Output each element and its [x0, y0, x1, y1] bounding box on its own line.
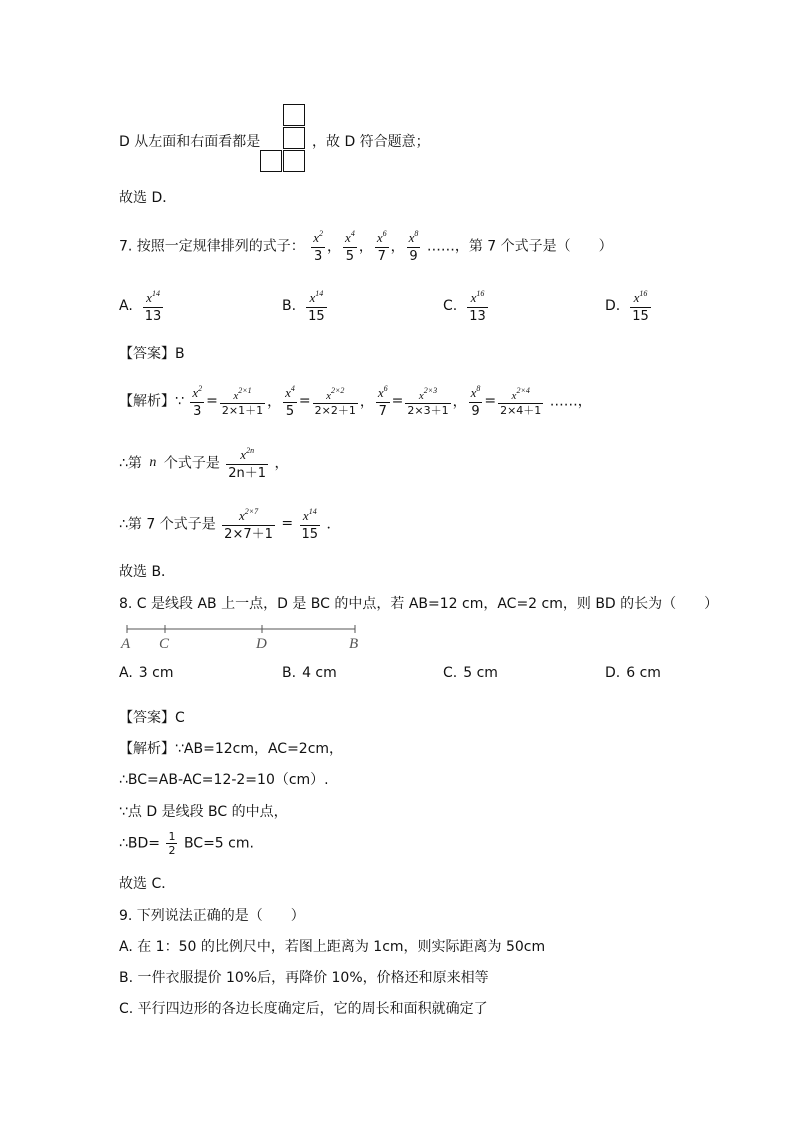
- q7-option[interactable]: [605, 285, 653, 326]
- q7-seq-sep: ，: [358, 238, 373, 255]
- q7-option[interactable]: [282, 285, 329, 326]
- q8-option[interactable]: [605, 665, 661, 681]
- q7-option-frac-den: 15: [308, 309, 325, 324]
- point-label-b: B: [349, 636, 359, 652]
- q7-stem: [119, 225, 613, 266]
- q7-ana-right-den: 2×4＋1: [500, 404, 542, 417]
- q7-option[interactable]: [119, 285, 165, 326]
- q7-nth-frac: $\frac{x^{2n}}{2n+1}$: [226, 442, 268, 483]
- q7-ana-left-den: 7: [378, 404, 387, 419]
- q7-ana-left-exp: 6: [383, 384, 388, 393]
- q7-ana-left: $\frac{x^6}{7}$: [376, 380, 390, 421]
- q7-seventh-r-den: 15: [301, 527, 319, 542]
- q7-ana-sep: ，: [267, 393, 282, 410]
- q8-conclusion: 故选 C．: [119, 876, 176, 892]
- q7-seventh-suffix: ．: [326, 516, 341, 533]
- q7-seq-term-exp: 2: [319, 229, 324, 238]
- q9-option-c: C. 平行四边形的各边长度确定后，它的周长和面积就确定了: [119, 1001, 488, 1017]
- q7-option-label: A.: [119, 297, 133, 314]
- q7-ana-right-den: 2×2＋1: [314, 404, 356, 417]
- q7-ana-left-den: 5: [285, 404, 295, 419]
- q7-analysis-label: 【解析】∵: [119, 393, 184, 410]
- q7-ana-right: $\frac{x^{2\times 3}}{2\times 3+1}$: [407, 386, 449, 417]
- q8-option-text: 5 cm: [463, 665, 498, 681]
- q7-ana-right-exp: 2×2: [330, 386, 345, 395]
- q8-option-label: B.: [282, 665, 297, 681]
- q8-bd-line: [119, 830, 254, 857]
- q8-option-text: 3 cm: [138, 665, 174, 681]
- segment-figure: [117, 620, 367, 652]
- q7-sequence: [309, 229, 422, 264]
- d-view-suffix-text: ，故 D 符合题意；: [312, 134, 430, 150]
- q8-option-label: A.: [119, 665, 133, 681]
- q8-option-label: C.: [443, 665, 458, 681]
- q7-seventh-line: ∴第 7 个式子是 $\frac{x^{2\times 7}}{2\times 7+1}$ = $\frac{x^{14}}{15}$ ．: [119, 503, 341, 544]
- q7-ana-right-exp: 2×1: [238, 386, 252, 395]
- q7-seventh-exp: 2×7: [244, 507, 259, 516]
- q7-ana-left: $\frac{x^8}{9}$: [469, 380, 483, 421]
- q7-ana-right: $\frac{x^{2\times 2}}{2\times 2+1}$: [314, 386, 356, 417]
- q7-conclusion: 故选 B．: [119, 564, 176, 580]
- q7-seventh-r-exp: 14: [308, 507, 317, 516]
- q7-ana-right-den: 2×1＋1: [221, 404, 264, 417]
- q8-option-text: 4 cm: [302, 665, 337, 681]
- q7-seq-term: $\frac{x^8}{9}$: [407, 225, 421, 266]
- view-cell: [260, 150, 282, 172]
- q7-option-frac-exp: 16: [476, 289, 485, 298]
- q7-ana-left: $\frac{x^4}{5}$: [283, 380, 297, 421]
- q7-option-frac-exp: 14: [315, 289, 324, 298]
- q7-option[interactable]: [443, 285, 490, 326]
- d-view-suffix: [312, 131, 430, 151]
- point-label-d: D: [256, 636, 267, 652]
- q7-ana-sep: ，: [359, 393, 374, 410]
- q7-option-frac: $\frac{x^{14}}{15}$: [306, 285, 327, 326]
- q7-stem-suffix: ……，第 7 个式子是（ ）: [426, 238, 613, 255]
- q7-option-frac: $\frac{x^{16}}{15}$: [630, 285, 651, 326]
- q7-option-frac-den: 15: [632, 309, 649, 324]
- q7-seq-term: $\frac{x^6}{7}$: [375, 225, 389, 266]
- q7-nth-suffix: ，: [274, 455, 289, 472]
- q6-conclusion: 故选 D．: [119, 190, 177, 206]
- q7-ana-right-exp: 2×4: [516, 386, 530, 395]
- q7-ana-right-den: 2×3＋1: [407, 404, 449, 417]
- q7-seq-term-den: 3: [314, 249, 323, 264]
- q8-bd-suffix: BC=5 cm.: [183, 835, 254, 852]
- q8-step-3: ∵点 D 是线段 BC 的中点，: [119, 804, 288, 820]
- q7-stem-prefix: 7. 按照一定规律排列的式子：: [119, 238, 305, 255]
- q7-option-label: D.: [605, 297, 621, 314]
- q7-ana-right: $\frac{x^{2\times 4}}{2\times 4+1}$: [500, 386, 542, 417]
- q7-answer: 【答案】B: [119, 346, 185, 362]
- q7-nth-line: [119, 442, 289, 483]
- q8-bd-frac: [166, 830, 177, 857]
- view-figure: [260, 104, 308, 172]
- q7-seventh-prefix: ∴第 7 个式子是: [119, 516, 216, 533]
- q7-option-frac-exp: 16: [639, 289, 648, 298]
- q8-option[interactable]: [119, 665, 173, 681]
- q8-step-1: 【解析】∵AB=12cm，AC=2cm，: [119, 741, 344, 757]
- q9-stem: 9. 下列说法正确的是（ ）: [119, 908, 305, 924]
- q7-option-frac: $\frac{x^{16}}{13}$: [467, 285, 488, 326]
- q7-seq-sep: ，: [390, 238, 405, 255]
- q7-option-frac-den: 13: [469, 309, 486, 324]
- view-cell: [283, 127, 305, 149]
- q7-option-frac: $\frac{x^{14}}{13}$: [143, 285, 164, 326]
- q8-step-2: ∴BC=AB-AC=12-2=10（cm）.: [119, 772, 329, 788]
- q8-option-text: 6 cm: [626, 665, 661, 681]
- q7-nth-var: n: [149, 454, 157, 470]
- q8-bd-frac-num: 1: [168, 830, 176, 843]
- q7-option-frac-exp: 14: [151, 289, 160, 298]
- q7-ana-left-exp: 4: [290, 384, 295, 393]
- q7-ana-left-exp: 8: [476, 384, 481, 393]
- q7-option-frac-den: 13: [144, 309, 162, 324]
- q7-seq-term: $\frac{x^4}{5}$: [343, 225, 357, 266]
- q7-seq-term-exp: 6: [382, 229, 387, 238]
- d-view-line: [119, 131, 260, 151]
- q7-nth-exp: 2n: [246, 446, 255, 455]
- q7-nth-mid: 个式子是: [163, 455, 220, 472]
- q7-seventh-frac-right: $\frac{x^{14}}{15}$: [300, 503, 321, 544]
- q7-ana-left: $\frac{x^2}{3}$: [190, 380, 204, 421]
- d-view-prefix: D 从左面和右面看都是: [119, 134, 261, 150]
- view-cell: [283, 104, 305, 126]
- q7-seq-term-den: 5: [345, 249, 355, 264]
- q7-ana-eq: =: [298, 392, 311, 409]
- q8-bd-frac-den: 2: [168, 844, 176, 857]
- q8-answer: 【答案】C: [119, 710, 185, 726]
- q7-ana-left-den: 3: [193, 404, 202, 419]
- q7-ana-eq: =: [206, 392, 218, 409]
- point-label-a: A: [121, 636, 131, 652]
- q7-nth-prefix: ∴第: [119, 455, 142, 472]
- q8-bd-prefix: ∴BD=: [119, 835, 161, 852]
- q7-seq-term: $\frac{x^2}{3}$: [311, 225, 325, 266]
- q7-option-label: B.: [282, 297, 297, 314]
- q7-ana-right: $\frac{x^{2\times 1}}{2\times 1+1}$: [221, 386, 264, 417]
- q7-ana-eq: =: [484, 392, 497, 409]
- q7-ana-eq: =: [391, 392, 404, 409]
- q7-seq-sep: ，: [327, 238, 342, 255]
- q7-ana-left-den: 9: [471, 404, 480, 419]
- q7-seq-term-exp: 8: [414, 229, 419, 238]
- q7-seventh-frac-left: $\frac{x^{2\times 7}}{2\times 7+1}$: [222, 503, 275, 544]
- q8-stem: 8. C 是线段 AB 上一点，D 是 BC 的中点，若 AB=12 cm，AC=2 cm，则 BD 的长为（ ）: [119, 596, 719, 612]
- q7-ana-sep: ，: [452, 393, 467, 410]
- q9-option-a: A. 在 1：50 的比例尺中，若图上距离为 1cm，则实际距离为 50cm: [119, 939, 546, 955]
- q7-analysis-tail: ……，: [549, 393, 592, 410]
- q7-seq-term-den: 9: [409, 249, 418, 264]
- q7-option-label: C.: [443, 297, 458, 314]
- q7-nth-den: 2n＋1: [228, 466, 267, 481]
- q7-seventh-den: 2×7＋1: [224, 527, 273, 542]
- q8-option[interactable]: [282, 665, 337, 681]
- q7-ana-left-exp: 2: [198, 384, 203, 393]
- q7-analysis: [119, 380, 592, 421]
- q8-option[interactable]: [443, 665, 498, 681]
- q8-option-label: D.: [605, 665, 621, 681]
- q7-seq-term-den: 7: [377, 249, 386, 264]
- q7-seq-term-exp: 4: [350, 229, 355, 238]
- view-cell: [283, 150, 305, 172]
- q9-option-b: B. 一件衣服提价 10%后，再降价 10%，价格还和原来相等: [119, 970, 489, 986]
- q7-ana-right-exp: 2×3: [423, 386, 438, 395]
- point-label-c: C: [159, 636, 170, 652]
